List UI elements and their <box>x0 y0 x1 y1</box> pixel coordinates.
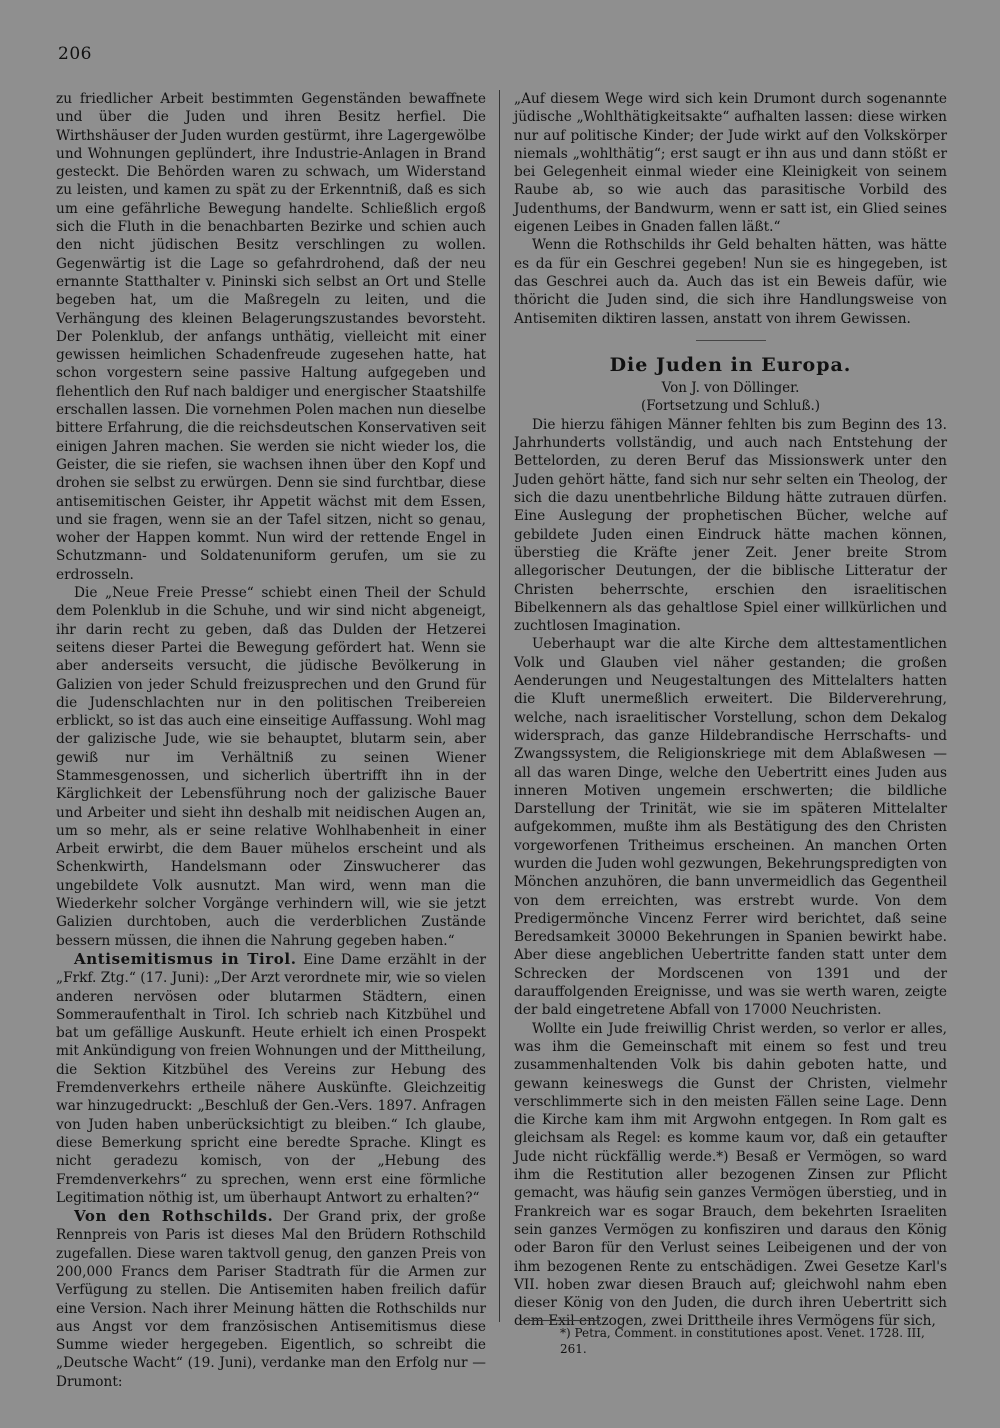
article-author: Von J. von Döllinger. <box>661 379 800 396</box>
right-paragraph-2: Wenn die Rothschilds ihr Geld behalten hätten, was hätte es da für ein Geschrei gegeben! Nun sie es hingegeben, ist das Geschrei auch da. Auch das ist ein Beweis dafür, wie thöricht die Juden sind, die sich ihre Handlungsweise von Antisemiten diktiren lassen, anstatt von ihrem Gewissen. <box>514 237 947 327</box>
section-heading-rothschilds: Von den Rothschilds. <box>74 1207 274 1226</box>
article-title: Die Juden in Europa. <box>609 353 852 376</box>
tirol-section-text: Eine Dame erzählt in der „Frkf. Ztg.“ (17. Juni): „Der Arzt verordnete mir, wie so vielen anderen nervösen oder blutarmen Städtern, einen Sommeraufenthalt in Tirol. Ich schrieb nach Kitzbühel und bat um gefällige Auskunft. Heute erhielt ich einen Prospekt mit Ankündigung von freien Wohnungen und der Mittheilung, die Sektion Kitzbühel des Vereins zur Hebung des Fremdenverkehrs ertheile nähere Auskünfte. Gleichzeitig war hinzugedruckt: „Beschluß der Gen.-Vers. 1897. Anfragen von Juden haben unberücksichtigt zu bleiben.“ Ich glaube, diese Bemerkung spricht eine beredte Sprache. Klingt es nicht geradezu komisch, von der „Hebung des Fremdenverkehrs“ zu sprechen, wenn erst eine förmliche Legitimation nöthig ist, um überhaupt Antwort zu erhalten?“ <box>56 951 486 1206</box>
left-paragraph-2: Die „Neue Freie Presse“ schiebt einen Theil der Schuld dem Polenklub in die Schuhe, und wir sind nicht abgeneigt, ihr darin recht zu geben, daß das Dulden der Hetzerei seitens dieser Partei die Bewegung gefördert hat. Wenn sie aber anderseits versucht, die jüdische Bevölkerung in Galizien von jeder Schuld freizusprechen und den Grund für die Judenschlachten nur in den politischen Treibereien erblickt, so ist das auch eine einseitige Auffassung. Wohl mag der galizische Jude, wie sie behauptet, blutarm sein, aber gewiß nur im Verhältniß zu seinen Wiener Stammesgenossen, und sicherlich übertrifft ihn in der Kärglichkeit der Lebensführung noch der galizische Bauer und Arbeiter und sieht ihn deshalb mit neidischen Augen an, um so mehr, als er seine relative Wohlhabenheit in einer Arbeit erwirbt, die dem Bauer mühelos erscheint und als Schenkwirth, Handelsmann oder Zinswucherer das ungebildete Volk ausnutzt. Man wird, wenn man die Wiederkehr solcher Vorgänge verhindern will, wie sie jetzt Galizien durchtoben, auch die verderblichen Zustände bessern müssen, die ihnen die Nahrung gegeben haben.“ <box>56 585 486 949</box>
column-divider <box>499 90 500 1322</box>
footnote: *) Petra, Comment. in constitutiones apost. Venet. 1728. III, 261. <box>560 1326 925 1356</box>
rothschild-section <box>56 1207 486 1391</box>
right-paragraph-3: Die hierzu fähigen Männer fehlten bis zum Beginn des 13. Jahrhunderts vollständig, und auch nach Entstehung der Bettelorden, zu deren Beruf das Missionswerk unter den Juden gehört hätte, fand sich nur sehr selten ein Theolog, der sich die dazu unentbehrliche Bildung hätte zutrauen dürfen. Eine Auslegung der prophetischen Bücher, welche auf gebildete Juden einen Eindruck hätte machen können, überstieg die Kräfte jener Zeit. Jener breite Strom allegorischer Deutungen, der die biblische Litteratur der Christen beherrschte, erschien den israelitischen Bibelkennern als das gehaltlose Spiel einer willkürlichen und zuchtlosen Imagination. <box>514 416 947 635</box>
left-column <box>56 90 486 1390</box>
right-paragraph-5: Wollte ein Jude freiwillig Christ werden, so verlor er alles, was ihm die Gemeinschaft mit einem so fest und treu zusammenhaltenden Volk bis dahin geboten hatte, und gewann keineswegs die Gunst der Christen, vielmehr verschlimmerte sich in den meisten Fällen seine Lage. Denn die Kirche kam ihm mit Argwohn entgegen. In Rom galt es gleichsam als Regel: es komme kaum vor, daß ein getaufter Jude nicht rückfällig werde.*) Besaß er Vermögen, so ward ihm die Restitution aller bezogenen Zinsen zur Pflicht gemacht, was häufig sein ganzes Vermögen überstieg, und in Frankreich war es sogar Brauch, dem bekehrten Israeliten sein ganzes Vermögen zu konfisziren und daraus den König oder Baron für den Verlust seines Leibeigenen und der von ihm bezogenen Rente zu entschädigen. Zwei Gesetze Karl's VII. hoben zwar diesen Brauch auf; gleichwohl nahm eben dieser König von den Juden, die durch ihren Uebertritt sich dem Exil entzogen, zwei Drittheile ihres Vermögens für sich, <box>514 1020 947 1330</box>
right-paragraph-4: Ueberhaupt war die alte Kirche dem alttestamentlichen Volk und Glauben viel näher gestanden; die großen Aenderungen und Neugestaltungen des Mittelalters hatten die Kluft unermeßlich erweitert. Die Bilderverehrung, welche, nach israelitischer Vorstellung, schon dem Dekalog widersprach, das ganze Hildebrandische Herrschafts- und Zwangssystem, die Religionskriege mit dem Ablaßwesen — all das waren Dinge, welche den Uebertritt eines Juden aus inneren Motiven ungemein erschwerten; die bildliche Darstellung der Trinität, wie sie im späteren Mittelalter aufgekommen, mußte ihm als Bestätigung des den Christen vorgeworfenen Tritheimus erscheinen. An manchen Orten wurden die Juden wohl gezwungen, Bekehrungspredigten von Mönchen anzuhören, die bann unvermeidlich das Gegentheil von dem erreichten, was erstrebt wurde. Von dem Predigermönche Vincenz Ferrer wird berichtet, daß seine Beredsamkeit 30000 Bekehrungen in Spanien bewirkt habe. Aber diese angeblichen Uebertritte fanden statt unter dem Schrecken der Mordscenen von 1391 und der darauffolgenden Ereignisse, und was sie werth waren, zeigte der bald eingetretene Abfall von 17000 Neuchristen. <box>514 636 947 1019</box>
footnote-rule <box>520 1320 600 1321</box>
tirol-section <box>56 950 486 1207</box>
rothschild-section-text: Der Grand prix, der große Rennpreis von Paris ist dieses Mal den Brüdern Rothschild zugefallen. Diese waren taktvoll genug, den ganzen Preis von 200,000 Francs dem Pariser Stadtrath für die Armen zur Verfügung zu stellen. Die Antisemiten haben freilich dafür eine Version. Nach ihrer Meinung hätten die Rothschilds nur aus Angst vor dem französischen Antisemitismus diese Summe wieder hergegeben. Eigentlich, so schreibt die „Deutsche Wacht“ (19. Juni), verdanke man den Erfolg nur — Drumont: <box>56 1209 486 1390</box>
right-column <box>514 90 947 1330</box>
section-separator <box>696 340 766 341</box>
left-paragraph-1: zu friedlicher Arbeit bestimmten Gegenständen bewaffnete und über die Juden und ihren Besitz herfiel. Die Wirthshäuser der Juden wurden gestürmt, ihre Lagergewölbe und Wohnungen geplündert, ihre Industrie-Anlagen in Brand gesteckt. Die Behörden waren zu schwach, um Widerstand zu leisten, und kamen zu spät zu der Erkenntniß, daß es sich um eine gefährliche Bewegung handelte. Schließlich ergoß sich die Fluth in die benachbarten Bezirke und schien auch den nicht jüdischen Besitz verschlingen zu wollen. Gegenwärtig ist die Lage so gefahrdrohend, daß der neu ernannte Statthalter v. Pininski sich selbst an Ort und Stelle begeben hat, um die Maßregeln zu leiten, und die Verhängung des kleinen Belagerungszustandes bevorsteht. Der Polenklub, der anfangs unthätig, vielleicht mit einer gewissen heimlichen Schadenfreude zugesehen hatte, hat schon vorgestern seine passive Haltung aufgegeben und flehentlich den Ruf nach baldiger und energischer Staatshilfe erschallen lassen. Die vornehmen Polen machen nun dieselbe bittere Erfahrung, die die reichsdeutschen Konservativen seit einigen Jahren machen. Sie werden sie nicht wieder los, die Geister, die sie riefen, sie wachsen ihnen über den Kopf und drohen sie selbst zu erwürgen. Denn sie sind furchtbar, diese antisemitischen Geister, ihr Appetit wächst mit dem Essen, und sie fragen, wenn sie an der Tafel sitzen, nicht so genau, woher der Happen kommt. Nun wird der rettende Engel in Schutzmann- und Soldatenuniform gerufen, um sie zu erdrosseln. <box>56 91 486 583</box>
article-note: (Fortsetzung und Schluß.) <box>640 397 821 414</box>
right-paragraph-1: „Auf diesem Wege wird sich kein Drumont durch sogenannte jüdische „Wohlthätigkeitsakte“ aufhalten lassen: diese wirken nur auf politische Kinder; der Jude wirkt auf den Volkskörper niemals „wohlthätig“; erst saugt er ihn aus und dann stößt er bei Gelegenheit einmal wieder eine Kleinigkeit von seinem Raube ab, so wie auch das parasitische Vorbild des Judenthums, der Bandwurm, wenn er satt ist, ein Glied seines eigenen Leibes in Gnaden fallen läßt.“ <box>514 91 947 236</box>
section-heading-tirol: Antisemitismus in Tirol. <box>74 949 297 968</box>
page-number: 206 <box>58 44 92 64</box>
